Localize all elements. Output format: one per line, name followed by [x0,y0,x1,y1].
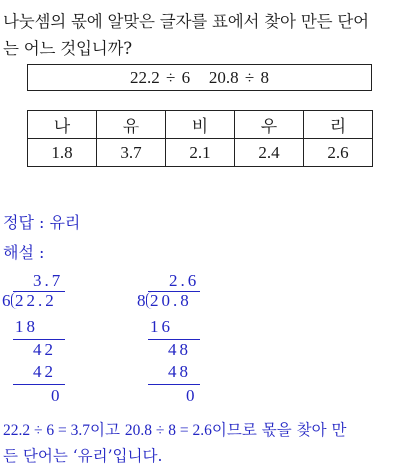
division2-step1: 16 [150,317,173,336]
table-cell-label: 비 [166,111,235,139]
explanation-line-2: 든 단어는 ‘유리’입니다. [3,447,163,465]
table-row-values [28,139,373,167]
table-cell-value: 2.1 [166,139,235,167]
table-cell-label: 우 [235,111,304,139]
expression-box [27,64,372,91]
division1-quotient: 3.7 [33,271,64,290]
division2-step3: 48 [168,362,191,381]
explanation-eq-2: 20.8 ÷ 8 = 2.6 [124,422,212,439]
table-cell-label: 나 [28,111,97,139]
division1-divisor: 6 [2,291,14,310]
table-cell-label: 유 [97,111,166,139]
table-cell-label: 리 [304,111,373,139]
question-line-2: 는 어느 것입니까? [3,39,132,58]
table-cell-value: 1.8 [28,139,97,167]
division1-remainder: 0 [51,386,63,405]
table-row-labels [28,111,373,139]
division1-rule-2 [13,384,65,385]
division2-remainder: 0 [186,386,198,405]
question-line-1: 나눗셈의 몫에 알맞은 글자를 표에서 찾아 만든 단어 [3,12,369,31]
explanation-connector-2: 이므로 몫을 찾아 만 [211,421,347,439]
division1-step3: 42 [33,362,56,381]
explanation-line-1 [3,418,346,440]
division1-step1: 18 [15,317,38,336]
answer-lookup-table [27,110,373,167]
explanation-eq-1: 22.2 ÷ 6 = 3.7 [3,422,90,439]
division2-rule-2 [148,384,200,385]
table-cell-value: 2.4 [235,139,304,167]
division2-quotient: 2.6 [169,271,200,290]
division2-dividend: 20.8 [150,291,192,310]
division2-step2: 48 [168,340,191,359]
explanation-connector-1: 이고 [90,421,125,439]
explanation-title: 해설 : [3,243,45,262]
division1-dividend: 22.2 [15,291,57,310]
expression-text: 22.2 ÷ 6 20.8 ÷ 8 [130,67,269,87]
answer-text: 정답 : 유리 [3,213,81,232]
table-cell-value: 2.6 [304,139,373,167]
division2-divisor: 8 [137,291,149,310]
table-cell-value: 3.7 [97,139,166,167]
division1-step2: 42 [33,340,56,359]
